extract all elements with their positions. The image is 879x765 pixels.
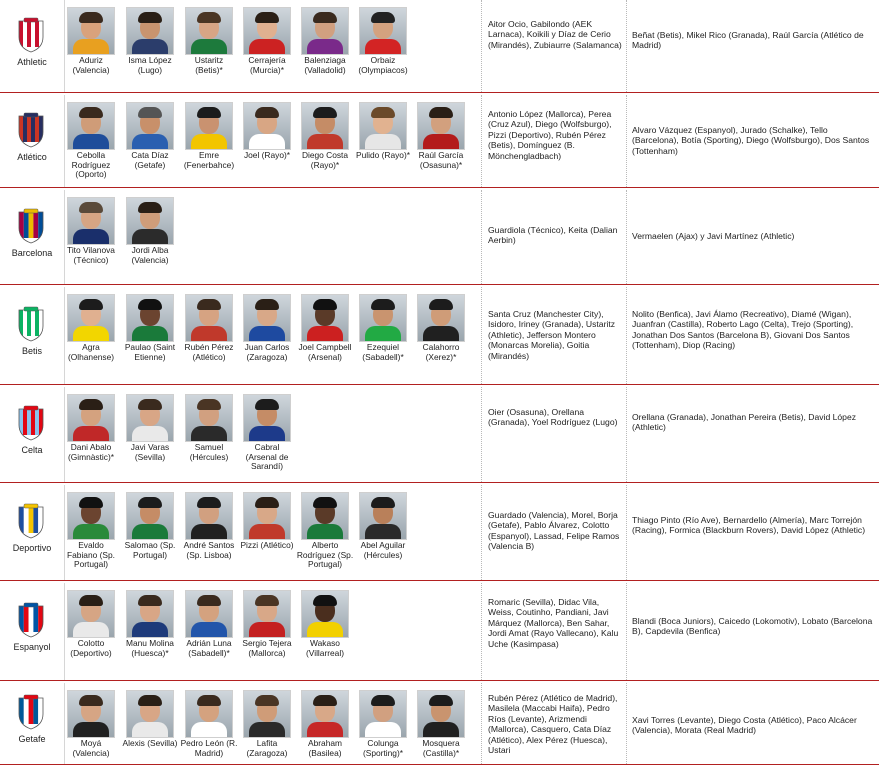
player-name[interactable]: Alexis (Sevilla) — [122, 738, 178, 748]
team-row — [0, 583, 879, 681]
player-photo[interactable] — [67, 690, 115, 738]
player-photo[interactable] — [243, 690, 291, 738]
player-photo[interactable] — [301, 294, 349, 342]
player-card[interactable] — [238, 590, 296, 658]
player-card[interactable] — [238, 294, 296, 362]
player-name[interactable]: Cata Díaz (Getafe) — [131, 150, 169, 170]
player-photo[interactable] — [301, 102, 349, 150]
player-card[interactable] — [62, 102, 120, 180]
player-photo[interactable] — [67, 102, 115, 150]
player-card[interactable] — [62, 690, 120, 758]
player-card[interactable] — [296, 690, 354, 758]
player-name[interactable]: Wakaso (Villarreal) — [305, 638, 344, 658]
player-name[interactable]: Lafita (Zaragoza) — [246, 738, 288, 758]
arrivals-text: Santa Cruz (Manchester City), Isidoro, Iriney (Granada), Ustaritz (Athletic), Jefferson Montero (Monarcas Morelia), Goitia (Mirandés) — [488, 309, 616, 361]
betis-crest-icon[interactable] — [16, 306, 46, 342]
athletic-crest-icon[interactable] — [16, 17, 46, 53]
column-divider — [481, 0, 482, 92]
player-name[interactable]: Joel Campbell (Arsenal) — [298, 342, 352, 362]
player-photo[interactable] — [67, 492, 115, 540]
column-divider — [481, 683, 482, 764]
departures-text: Orellana (Granada), Jonathan Pereira (Betis), David López (Athletic) — [632, 412, 857, 433]
departures-text: Nolito (Benfica), Javi Álamo (Recreativo), Diamé (Wigan), Juanfran (Castilla), Roberto Lago (Celta), Trejo (Sporting), Jonathan Dos Santos (Barcelona B), Giovani Dos Santos (Tottenham), Diop (Racing) — [632, 309, 854, 351]
player-card[interactable] — [238, 7, 296, 75]
player-card[interactable] — [62, 492, 120, 570]
player-name[interactable]: Pedro León (R. Madrid) — [180, 738, 238, 758]
player-card[interactable] — [62, 590, 120, 658]
player-name[interactable]: Manu Molina (Huesca)* — [126, 638, 174, 658]
player-photo[interactable] — [126, 7, 174, 55]
player-name[interactable]: Raúl García (Osasuna)* — [418, 150, 464, 170]
player-name[interactable]: Abel Aguilar (Hércules) — [360, 540, 406, 560]
player-name[interactable]: Salomao (Sp. Portugal) — [124, 540, 176, 560]
player-photo[interactable] — [417, 102, 465, 150]
player-photo[interactable] — [243, 590, 291, 638]
team-cell — [0, 583, 65, 680]
player-card[interactable] — [238, 492, 296, 551]
player-photo[interactable] — [301, 492, 349, 540]
player-photo[interactable] — [417, 294, 465, 342]
arrivals-text: Aitor Ocio, Gabilondo (AEK Larnaca), Koikili y Díaz de Cerio (Mirandés), Zubiaurre (Salamanca) — [488, 19, 622, 50]
player-name[interactable]: Adrián Luna (Sabadell)* — [186, 638, 232, 658]
column-divider — [626, 287, 627, 384]
player-photo[interactable] — [126, 102, 174, 150]
player-photo[interactable] — [359, 690, 407, 738]
player-photo[interactable] — [301, 690, 349, 738]
team-cell — [0, 287, 65, 384]
column-divider — [481, 287, 482, 384]
player-card[interactable] — [121, 197, 179, 265]
player-name[interactable]: Cabral (Arsenal de Sarandí) — [245, 442, 289, 471]
player-name[interactable]: Tito Vilanova (Técnico) — [67, 245, 115, 265]
column-divider — [481, 95, 482, 187]
player-photo[interactable] — [185, 394, 233, 442]
barcelona-crest-icon[interactable] — [16, 208, 46, 244]
arrivals-text: Romaric (Sevilla), Didac Vila, Weiss, Coutinho, Pandiani, Javi Márquez (Mallorca), Ben Sahar, Jordi Amat (Rayo Vallecano), Kalu Uche (Kasimpasa) — [488, 597, 619, 649]
team-name[interactable]: Getafe — [18, 734, 46, 744]
column-divider — [626, 95, 627, 187]
column-divider — [626, 0, 627, 92]
team-cell — [0, 485, 65, 580]
arrivals-text: Antonio López (Mallorca), Perea (Cruz Azul), Diego (Wolfsburgo), Pizzi (Deportivo), Rubén Pérez (Betis), Domínguez (B. Mönchengladbach) — [488, 109, 612, 161]
player-photo[interactable] — [359, 294, 407, 342]
player-card[interactable] — [180, 294, 238, 362]
player-name[interactable]: Calahorro (Xerez)* — [422, 342, 460, 362]
team-name[interactable]: Athletic — [17, 57, 47, 67]
player-photo[interactable] — [243, 294, 291, 342]
player-card[interactable] — [180, 102, 238, 170]
departures-text: Alvaro Vázquez (Espanyol), Jurado (Schalke), Tello (Barcelona), Botía (Sporting), Diego (Wolfsburgo), Dos Santos (Tottenham) — [632, 125, 870, 156]
departures-text: Xavi Torres (Levante), Diego Costa (Atlético), Paco Alcácer (Valencia), Morata (Real Madrid) — [632, 715, 857, 736]
team-row — [0, 190, 879, 285]
player-name[interactable]: Joel (Rayo)* — [243, 150, 291, 160]
celta-crest-icon[interactable] — [16, 405, 46, 441]
player-card[interactable] — [180, 590, 238, 658]
arrivals-text: Guardiola (Técnico), Keita (Dalian Aerbin) — [488, 225, 618, 246]
player-card[interactable] — [412, 102, 470, 170]
player-name[interactable]: Ustaritz (Betis)* — [194, 55, 224, 75]
team-row — [0, 485, 879, 581]
column-divider — [481, 485, 482, 580]
team-name[interactable]: Deportivo — [12, 543, 52, 553]
player-photo[interactable] — [126, 492, 174, 540]
player-card[interactable] — [238, 102, 296, 161]
player-name[interactable]: Colunga (Sporting)* — [362, 738, 404, 758]
player-photo[interactable] — [126, 590, 174, 638]
player-photo[interactable] — [67, 7, 115, 55]
player-name[interactable]: Alberto Rodríguez (Sp. Portugal) — [296, 540, 354, 569]
player-card[interactable] — [121, 492, 179, 560]
player-card[interactable] — [354, 7, 412, 75]
player-photo[interactable] — [185, 294, 233, 342]
player-card[interactable] — [296, 492, 354, 570]
player-card[interactable] — [238, 690, 296, 758]
player-name[interactable]: Moyá (Valencia) — [72, 738, 110, 758]
team-row — [0, 287, 879, 385]
player-name[interactable]: Diego Costa (Rayo)* — [301, 150, 349, 170]
player-name[interactable]: Colotto (Deportivo) — [70, 638, 112, 658]
player-photo[interactable] — [126, 197, 174, 245]
player-photo[interactable] — [185, 7, 233, 55]
team-name[interactable]: Atlético — [17, 152, 47, 162]
team-cell — [0, 387, 65, 482]
atletico-crest-icon[interactable] — [16, 112, 46, 148]
departures-text: Blandi (Boca Juniors), Caicedo (Lokomotiv), Lobato (Barcelona B), Capdevila (Benfica) — [632, 616, 873, 637]
player-name[interactable]: Paulao (Saint Etienne) — [124, 342, 176, 362]
getafe-crest-icon[interactable] — [16, 694, 46, 730]
arrivals-text: Rubén Pérez (Atlético de Madrid), Masilela (Maccabi Haifa), Pedro Ríos (Levante), Arizmendi (Mallorca), Casquero, Cata Díaz (Atlético), Alex Pérez (Huesca), Ustari — [488, 693, 618, 756]
arrivals-text: Oier (Osasuna), Orellana (Granada), Yoel Rodríguez (Lugo) — [488, 407, 618, 428]
player-photo[interactable] — [243, 7, 291, 55]
team-name[interactable]: Betis — [21, 346, 42, 356]
player-name[interactable]: Samuel (Hércules) — [189, 442, 229, 462]
player-card[interactable] — [180, 690, 238, 758]
player-card[interactable] — [180, 7, 238, 75]
player-card[interactable] — [62, 197, 120, 265]
player-name[interactable]: Agra (Olhanense) — [67, 342, 115, 362]
player-card[interactable] — [354, 492, 412, 560]
team-row — [0, 683, 879, 765]
player-photo[interactable] — [243, 102, 291, 150]
player-name[interactable]: Orbaiz (Olympiacos) — [358, 55, 408, 75]
departures-text: Thiago Pinto (Río Ave), Bernardello (Almería), Marc Torrejón (Racing), Formica (Blackburn Rovers), David López (Athletic) — [632, 515, 866, 536]
team-cell — [0, 683, 65, 764]
espanyol-crest-icon[interactable] — [16, 602, 46, 638]
player-card[interactable] — [121, 7, 179, 75]
team-cell — [0, 0, 65, 92]
player-card[interactable] — [180, 492, 238, 560]
deportivo-crest-icon[interactable] — [16, 503, 46, 539]
player-name[interactable]: Dani Abalo (Gimnàstic)* — [67, 442, 115, 462]
column-divider — [626, 485, 627, 580]
player-photo[interactable] — [243, 394, 291, 442]
player-photo[interactable] — [243, 492, 291, 540]
column-divider — [481, 387, 482, 482]
player-photo[interactable] — [67, 294, 115, 342]
player-card[interactable] — [238, 394, 296, 472]
player-name[interactable]: Cebolla Rodríguez (Oporto) — [71, 150, 111, 179]
player-card[interactable] — [412, 294, 470, 362]
player-name[interactable]: Pulido (Rayo)* — [356, 150, 410, 160]
column-divider — [481, 190, 482, 284]
player-name[interactable]: Jordi Alba (Valencia) — [131, 245, 169, 265]
player-name[interactable]: Javi Varas (Sevilla) — [130, 442, 170, 462]
player-photo[interactable] — [67, 394, 115, 442]
player-photo[interactable] — [126, 394, 174, 442]
player-card[interactable] — [354, 102, 412, 161]
player-name[interactable]: Emre (Fenerbahce) — [183, 150, 235, 170]
column-divider — [626, 583, 627, 680]
player-card[interactable] — [354, 294, 412, 362]
player-name[interactable]: Juan Carlos (Zaragoza) — [244, 342, 290, 362]
team-cell — [0, 190, 65, 284]
team-row — [0, 387, 879, 483]
player-photo[interactable] — [126, 690, 174, 738]
player-name[interactable]: Balenziaga (Valladolid) — [304, 55, 346, 75]
player-name[interactable]: Pizzi (Atlético) — [240, 540, 294, 550]
column-divider — [481, 583, 482, 680]
departures-text: Beñat (Betis), Mikel Rico (Granada), Raúl García (Atlético de Madrid) — [632, 30, 864, 51]
column-divider — [626, 387, 627, 482]
player-name[interactable]: Evaldo Fabiano (Sp. Portugal) — [67, 540, 115, 569]
player-card[interactable] — [296, 590, 354, 658]
departures-text: Vermaelen (Ajax) y Javi Martínez (Athletic) — [632, 231, 795, 241]
team-name[interactable]: Espanyol — [13, 642, 51, 652]
player-card[interactable] — [121, 590, 179, 658]
arrivals-text: Guardado (Valencia), Morel, Borja (Getafe), Pablo Álvarez, Colotto (Espanyol), Lassad, Felipe Ramos (Valencia B) — [488, 510, 620, 552]
team-cell — [0, 95, 65, 187]
player-photo[interactable] — [185, 590, 233, 638]
player-card[interactable] — [121, 294, 179, 362]
player-card[interactable] — [354, 690, 412, 758]
player-photo[interactable] — [417, 690, 465, 738]
player-name[interactable]: Sergio Tejera (Mallorca) — [242, 638, 292, 658]
team-name[interactable]: Celta — [21, 445, 43, 455]
player-photo[interactable] — [126, 294, 174, 342]
player-photo[interactable] — [301, 590, 349, 638]
column-divider — [626, 683, 627, 764]
player-card[interactable] — [62, 7, 120, 75]
player-photo[interactable] — [185, 102, 233, 150]
player-photo[interactable] — [185, 690, 233, 738]
player-name[interactable]: André Santos (Sp. Lisboa) — [183, 540, 235, 560]
player-photo[interactable] — [67, 197, 115, 245]
player-card[interactable] — [121, 690, 179, 749]
player-photo[interactable] — [185, 492, 233, 540]
player-card[interactable] — [121, 394, 179, 462]
team-row — [0, 95, 879, 188]
player-card[interactable] — [296, 7, 354, 75]
player-photo[interactable] — [301, 7, 349, 55]
player-name[interactable]: Abraham (Basilea) — [308, 738, 342, 758]
team-name[interactable]: Barcelona — [11, 248, 53, 258]
team-row — [0, 0, 879, 93]
column-divider — [626, 190, 627, 284]
player-card[interactable] — [121, 102, 179, 170]
player-card[interactable] — [296, 102, 354, 170]
player-name[interactable]: Aduriz (Valencia) — [72, 55, 110, 75]
player-name[interactable]: Isma López (Lugo) — [128, 55, 172, 75]
player-name[interactable]: Mosquera (Castilla)* — [422, 738, 460, 758]
player-card[interactable] — [62, 394, 120, 462]
player-name[interactable]: Ezequiel (Sabadell)* — [362, 342, 404, 362]
player-photo[interactable] — [359, 102, 407, 150]
player-photo[interactable] — [67, 590, 115, 638]
player-card[interactable] — [62, 294, 120, 362]
player-card[interactable] — [296, 294, 354, 362]
player-name[interactable]: Cerrajería (Murcia)* — [248, 55, 286, 75]
player-photo[interactable] — [359, 492, 407, 540]
player-card[interactable] — [180, 394, 238, 462]
player-name[interactable]: Rubén Pérez (Atlético) — [184, 342, 234, 362]
player-photo[interactable] — [359, 7, 407, 55]
player-card[interactable] — [412, 690, 470, 758]
